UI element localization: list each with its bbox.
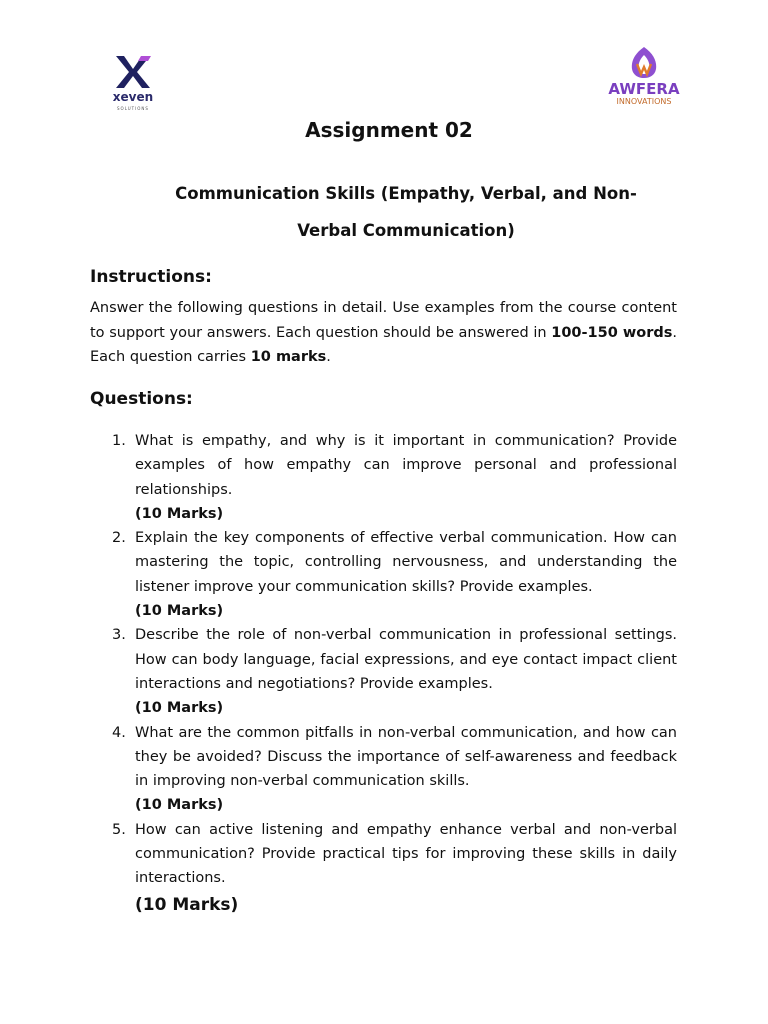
question-item bbox=[90, 623, 677, 720]
instructions-part3: . bbox=[326, 349, 331, 365]
question-number: 5. bbox=[112, 821, 126, 838]
xeven-x-icon bbox=[102, 50, 164, 90]
question-number: 3. bbox=[112, 627, 126, 644]
awfera-logo bbox=[604, 44, 684, 110]
question-text: Explain the key components of effective verbal communication. How can mastering the topic, controlling nervousness, and understanding the listener improve your communication skills? Provide examples. bbox=[135, 530, 677, 595]
instructions-heading: Instructions: bbox=[90, 267, 212, 287]
xeven-logo-subtext: SOLUTIONS bbox=[117, 106, 149, 111]
question-number: 2. bbox=[112, 530, 126, 547]
question-item bbox=[90, 429, 677, 526]
instructions-part2: . Each question carries bbox=[90, 324, 677, 365]
question-item bbox=[90, 526, 677, 623]
instructions-word-count: 100-150 words bbox=[551, 324, 673, 341]
instructions-text bbox=[90, 296, 677, 370]
question-text: Describe the role of non-verbal communication in professional settings. How can body language, facial expressions, and eye contact impact client interactions and negotiations? Provide examples. bbox=[135, 627, 677, 692]
page-subtitle: Communication Skills (Empathy, Verbal, and Non-Verbal Communication) bbox=[175, 184, 637, 240]
question-text: What are the common pitfalls in non-verbal communication, and how can they be avoided? Discuss the importance of self-awareness and feedback in improving non-verbal communication skills. bbox=[135, 724, 677, 790]
page-title: Assignment 02 bbox=[305, 118, 473, 142]
question-number: 4. bbox=[112, 724, 126, 741]
question-marks: (10 Marks) bbox=[135, 603, 224, 620]
question-text: What is empathy, and why is it important in communication? Provide examples of how empathy can improve personal and professional relationships. bbox=[135, 433, 677, 498]
xeven-logo bbox=[102, 50, 164, 118]
xeven-logo-text: xeven bbox=[112, 90, 154, 104]
question-marks: (10 Marks) bbox=[135, 700, 224, 717]
question-marks: (10 Marks) bbox=[135, 797, 224, 814]
awfera-logo-subtext: INNOVATIONS bbox=[616, 97, 672, 106]
question-marks: (10 Marks) bbox=[135, 894, 239, 915]
questions-heading: Questions: bbox=[90, 389, 193, 409]
question-marks: (10 Marks) bbox=[135, 505, 224, 522]
questions-list bbox=[90, 429, 677, 919]
awfera-logo-text: AWFERA bbox=[608, 80, 680, 98]
instructions-part1: Answer the following questions in detail. Use examples from the course content to support your answers. Each question should be answered in bbox=[90, 300, 677, 341]
question-text: How can active listening and empathy enhance verbal and non-verbal communication? Provide practical tips for improving these skills in daily interactions. bbox=[135, 821, 677, 887]
question-number: 1. bbox=[112, 433, 126, 449]
instructions-marks: 10 marks bbox=[250, 349, 327, 365]
awfera-flame-icon bbox=[604, 44, 684, 80]
question-item bbox=[90, 721, 677, 818]
question-item bbox=[90, 818, 677, 919]
